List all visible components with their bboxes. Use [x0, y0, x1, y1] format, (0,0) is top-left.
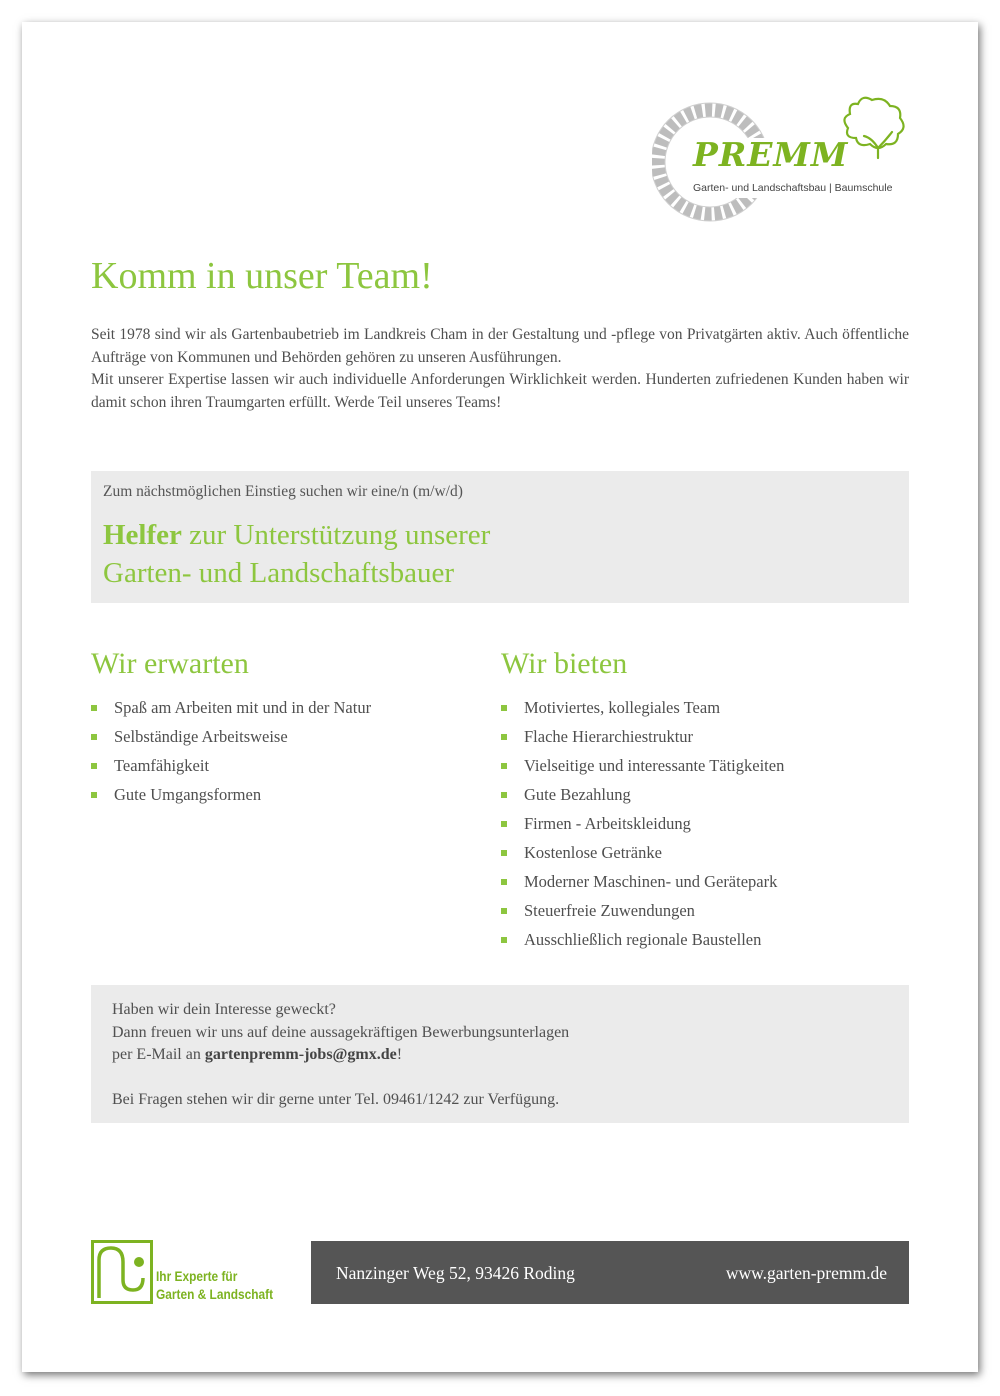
- expect-heading: Wir erwarten: [91, 647, 249, 680]
- bullet-square-icon: [91, 792, 97, 798]
- bullet-square-icon: [501, 821, 507, 827]
- intro-text: [91, 324, 909, 414]
- contact-email-prefix: per E-Mail an: [112, 1046, 205, 1063]
- contact-line-2: Dann freuen wir uns auf deine aussagekräftigen Bewerbungsunterlagen: [112, 1023, 570, 1041]
- expect-item: [91, 726, 371, 755]
- bullet-square-icon: [501, 734, 507, 740]
- bullet-square-icon: [501, 908, 507, 914]
- badge-line-1: Ihr Experte für: [156, 1268, 238, 1284]
- expect-item: [91, 784, 371, 813]
- intro-paragraph-2: Mit unserer Expertise lassen wir auch individuelle Anforderungen Wirklichkeit werden. Hunderten zufriedenen Kunden haben wir damit schon ihren Traumgarten erfüllt. Werde Teil unseres Teams!: [91, 371, 909, 411]
- badge-line-2: Garten & Landschaft: [156, 1286, 274, 1302]
- contact-line-3: [112, 1044, 569, 1067]
- offer-heading: Wir bieten: [501, 647, 628, 680]
- offer-item-text: Gute Bezahlung: [524, 785, 631, 804]
- contact-spacer: [112, 1067, 569, 1090]
- offer-item-text: Moderner Maschinen- und Gerätepark: [524, 872, 778, 891]
- offer-item: [501, 697, 784, 726]
- logo-subtitle: Garten- und Landschaftsbau | Baumschule: [693, 182, 893, 194]
- bullet-square-icon: [501, 792, 507, 798]
- bullet-square-icon: [501, 763, 507, 769]
- footer-bar: [311, 1241, 909, 1304]
- bullet-square-icon: [501, 937, 507, 943]
- expect-item-text: Gute Umgangsformen: [114, 785, 262, 804]
- offer-item: [501, 755, 784, 784]
- offer-item-text: Vielseitige und interessante Tätigkeiten: [524, 756, 785, 775]
- bullet-square-icon: [91, 734, 97, 740]
- offer-item: [501, 813, 784, 842]
- offer-item-text: Firmen - Arbeitskleidung: [524, 814, 691, 833]
- expect-item: [91, 697, 371, 726]
- offer-item: [501, 929, 784, 958]
- footer-website-link[interactable]: www.garten-premm.de: [725, 1263, 887, 1283]
- offer-item-text: Motiviertes, kollegiales Team: [524, 698, 721, 717]
- offer-item: [501, 871, 784, 900]
- job-title-line-2: Garten- und Landschaftsbauer: [103, 557, 455, 589]
- job-title-bold: Helfer: [103, 519, 182, 551]
- offer-item: [501, 726, 784, 755]
- contact-email-suffix: !: [396, 1046, 403, 1063]
- expert-badge-icon: [91, 1240, 153, 1304]
- contact-text: [112, 999, 569, 1112]
- logo-wordmark: PREMM: [693, 135, 849, 174]
- job-title: [103, 516, 490, 592]
- expect-list: [91, 697, 371, 813]
- offer-item-text: Flache Hierarchiestruktur: [524, 727, 694, 746]
- job-offer-box: [91, 471, 909, 603]
- offer-item-text: Kostenlose Getränke: [524, 843, 662, 862]
- offer-item: [501, 842, 784, 871]
- footer-address: Nanzinger Weg 52, 93426 Roding: [336, 1263, 575, 1283]
- offer-item: [501, 784, 784, 813]
- expect-item-text: Selbständige Arbeitsweise: [114, 727, 288, 746]
- bullet-square-icon: [91, 705, 97, 711]
- bullet-square-icon: [501, 850, 507, 856]
- contact-line-4: Bei Fragen stehen wir dir gerne unter Tel. 09461/1242 zur Verfügung.: [112, 1091, 560, 1108]
- intro-paragraph-1: Seit 1978 sind wir als Gartenbaubetrieb im Landkreis Cham in der Gestaltung und -pflege von Privatgärten aktiv. Auch öffentliche Aufträge von Kommunen und Behörden gehören zu unseren Ausführungen.: [91, 326, 909, 366]
- expect-item-text: Spaß am Arbeiten mit und in der Natur: [114, 698, 372, 717]
- contact-line-1: Haben wir dein Interesse geweckt?: [112, 1001, 336, 1018]
- job-title-rest: zur Unterstützung unserer: [181, 519, 491, 551]
- page-title: Komm in unser Team!: [91, 255, 433, 297]
- offer-item-text: Steuerfreie Zuwendungen: [524, 901, 695, 920]
- bullet-square-icon: [91, 763, 97, 769]
- job-lead-text: Zum nächstmöglichen Einstieg suchen wir eine/n (m/w/d): [103, 483, 463, 500]
- bullet-square-icon: [501, 705, 507, 711]
- contact-box: [91, 985, 909, 1123]
- expect-item-text: Teamfähigkeit: [114, 756, 210, 775]
- offer-list: [501, 697, 784, 958]
- expect-item: [91, 755, 371, 784]
- bullet-square-icon: [501, 879, 507, 885]
- offer-item-text: Ausschließlich regionale Baustellen: [524, 930, 762, 949]
- offer-item: [501, 900, 784, 929]
- contact-email-link[interactable]: gartenpremm-jobs@gmx.de: [204, 1046, 397, 1063]
- badge-text: [156, 1267, 273, 1303]
